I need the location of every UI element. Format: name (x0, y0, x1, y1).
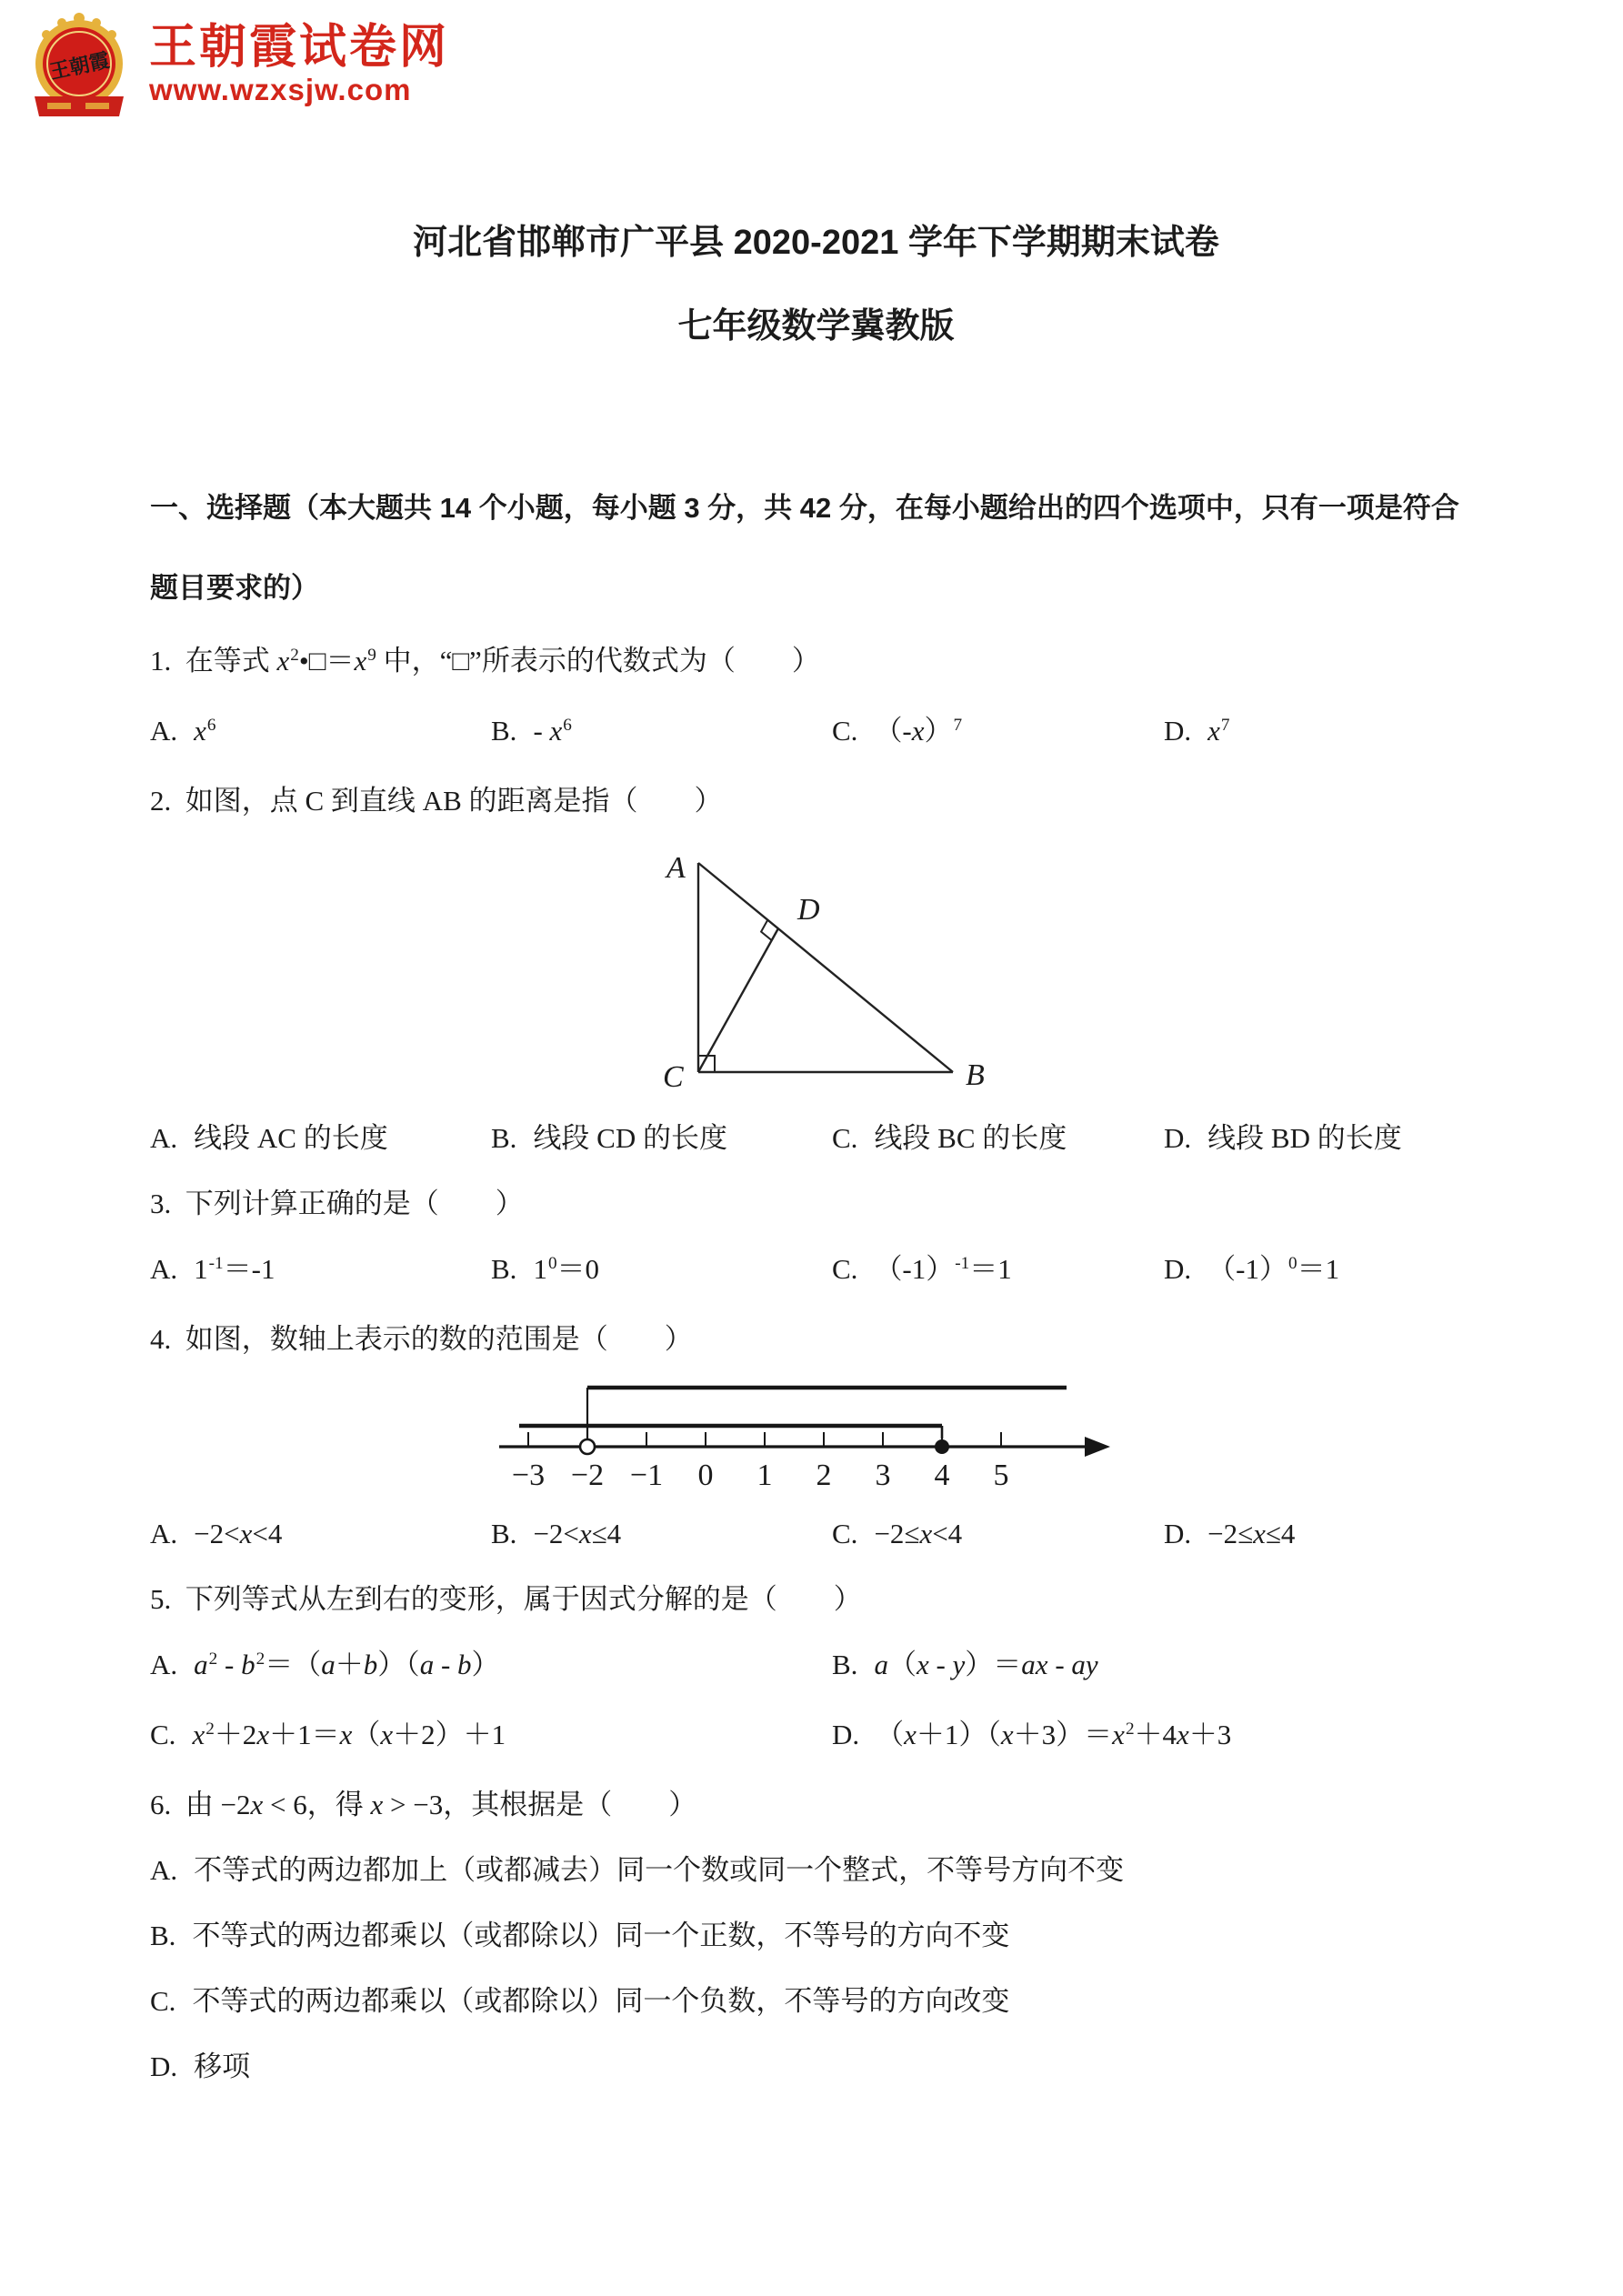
question-6-option-a: A. 不等式的两边都加上（或都减去）同一个数或同一个整式，不等号方向不变 (150, 1838, 1482, 1903)
tick-label: −2 (570, 1459, 605, 1492)
numberline-open-point (580, 1439, 595, 1454)
question-4-option-a: A. −2<x<4 (150, 1501, 491, 1567)
tick-label: 1 (756, 1459, 773, 1492)
logo-url-text: www.wzxsjw.com (149, 73, 412, 106)
section-1-heading: 一、选择题（本大题共 14 个小题，每小题 3 分，共 42 分，在每小题给出的四个选项中，只有一项是符合题目要求的） (150, 492, 1459, 604)
question-2-options (150, 1106, 1482, 1171)
tick-label: 0 (697, 1459, 714, 1492)
option-formula: −2≤x≤4 (1207, 1518, 1296, 1549)
tick-label: −1 (629, 1459, 664, 1492)
logo-seal-text: 王朝霞 (47, 48, 112, 84)
question-6-stem: 6. 由 −2x < 6，得 x > −3，其根据是（ ） (150, 1789, 697, 1820)
question-5-option-d: D. $(x+1)(x+3)=x^2+4x+3$ (832, 1702, 1482, 1772)
question-3-options (150, 1237, 1482, 1307)
question-3-option-a: A. $1^{-1}=-1$ (150, 1237, 491, 1307)
option-formula: $(x+1)(x+3)=x^2+4x+3$ (876, 1719, 1232, 1750)
question-4-stem: 4. 如图，数轴上表示的数的范围是（ ） (150, 1323, 693, 1355)
option-text: 线段 CD 的长度 (533, 1122, 728, 1154)
question-5-options-row-2 (150, 1702, 1482, 1772)
question-1-option-a: A. $x^6$ (150, 698, 491, 768)
question-5-stem: 5. 下列等式从左到右的变形，属于因式分解的是（ ） (150, 1583, 862, 1615)
question-3-option-c: C. $(-1)^{-1}=1$ (832, 1237, 1164, 1307)
question-1-options (150, 698, 1482, 768)
option-formula: $x^7$ (1207, 715, 1230, 747)
question-5-option-c: C. $x^2+2x+1=x(x+2)+1$ (150, 1702, 832, 1772)
logo-text-block (149, 22, 449, 107)
option-formula: $(-1)^{-1}=1$ (874, 1253, 1012, 1285)
tick-label: 2 (816, 1459, 832, 1492)
question-4-options (150, 1501, 1482, 1567)
question-2-stem: 2. 如图，点 C 到直线 AB 的距离是指（ ） (150, 785, 723, 817)
question-4-option-c: C. −2≤x<4 (832, 1501, 1164, 1567)
option-text: 移项 (194, 2050, 251, 2082)
numberline-closed-point (935, 1439, 949, 1454)
question-1-option-d: D. $x^7$ (1164, 698, 1482, 768)
question-4-option-b: B. −2<x≤4 (491, 1501, 832, 1567)
option-text: 线段 AC 的长度 (194, 1122, 388, 1154)
option-formula: $a^2 - b^2=(a+b)(a - b)$ (194, 1649, 500, 1680)
question-1-stem: 1. 在等式 $x^2•□=x^9$ 中，“□”所表示的代数式为（ ） (150, 645, 820, 677)
option-formula: $(-1)^0=1$ (1207, 1253, 1340, 1285)
tick-label: 3 (875, 1459, 891, 1492)
question-4-numberline-figure (383, 1374, 1119, 1501)
question-4-option-d: D. −2≤x≤4 (1164, 1501, 1482, 1567)
question-2-option-b: B. 线段 CD 的长度 (491, 1106, 832, 1171)
question-5-options-row-1 (150, 1632, 1482, 1702)
question-6-option-c: C. 不等式的两边都乘以（或都除以）同一个负数，不等号的方向改变 (150, 1969, 1482, 2034)
option-formula: a（x - y）＝ax - ay (874, 1649, 1098, 1680)
tick-label: −3 (511, 1459, 546, 1492)
question-2-option-d: D. 线段 BD 的长度 (1164, 1106, 1482, 1171)
triangle-label-a: A (666, 851, 686, 885)
question-3-option-b: B. $1^0=0$ (491, 1237, 832, 1307)
question-6-option-d: D. 移项 (150, 2034, 1482, 2100)
triangle-label-d: D (797, 893, 820, 927)
option-formula: $(-x)^7$ (874, 715, 963, 747)
exam-subtitle: 七年级数学冀教版 (677, 307, 955, 346)
question-2-option-a: A. 线段 AC 的长度 (150, 1106, 491, 1171)
tick-label: 5 (993, 1459, 1009, 1492)
option-formula: $1^0=0$ (533, 1253, 600, 1285)
option-formula: −2<x<4 (194, 1518, 283, 1549)
tick-label: 4 (934, 1459, 950, 1492)
question-5-option-a: A. $a^2 - b^2=(a+b)(a - b)$ (150, 1632, 832, 1702)
question-5-option-b: B. a（x - y）＝ax - ay (832, 1632, 1482, 1702)
option-formula: $1^{-1}=-1$ (194, 1253, 276, 1285)
triangle-label-b: B (966, 1058, 985, 1092)
option-text: 不等式的两边都乘以（或都除以）同一个负数，不等号的方向改变 (192, 1985, 1010, 2017)
question-1-option-b: B. - $x^6$ (491, 698, 832, 768)
option-formula: −2≤x<4 (874, 1518, 963, 1549)
option-formula: −2<x≤4 (533, 1518, 622, 1549)
question-2-triangle-figure (630, 843, 1012, 1102)
question-2-option-c: C. 线段 BC 的长度 (832, 1106, 1164, 1171)
site-logo (24, 7, 449, 122)
option-text: 线段 BD 的长度 (1207, 1122, 1402, 1154)
triangle-label-c: C (663, 1060, 684, 1094)
logo-seal-icon (24, 7, 135, 122)
option-text: 线段 BC 的长度 (874, 1122, 1067, 1154)
option-formula: $x^2+2x+1=x(x+2)+1$ (192, 1719, 506, 1750)
option-formula: - $x^6$ (533, 715, 572, 747)
option-text: 不等式的两边都乘以（或都除以）同一个正数，不等号的方向不变 (192, 1920, 1010, 1951)
option-formula: $x^6$ (194, 715, 216, 747)
question-3-stem: 3. 下列计算正确的是（ ） (150, 1188, 524, 1219)
question-3-option-d: D. $(-1)^0=1$ (1164, 1237, 1482, 1307)
logo-brand-text: 王朝霞试卷网 (149, 21, 450, 74)
question-1-option-c: C. $(-x)^7$ (832, 698, 1164, 768)
option-text: 不等式的两边都加上（或都减去）同一个数或同一个整式，不等号方向不变 (194, 1854, 1125, 1886)
question-6-option-b: B. 不等式的两边都乘以（或都除以）同一个正数，不等号的方向不变 (150, 1903, 1482, 1969)
exam-title: 河北省邯郸市广平县 2020-2021 学年下学期期末试卷 (413, 224, 1219, 262)
